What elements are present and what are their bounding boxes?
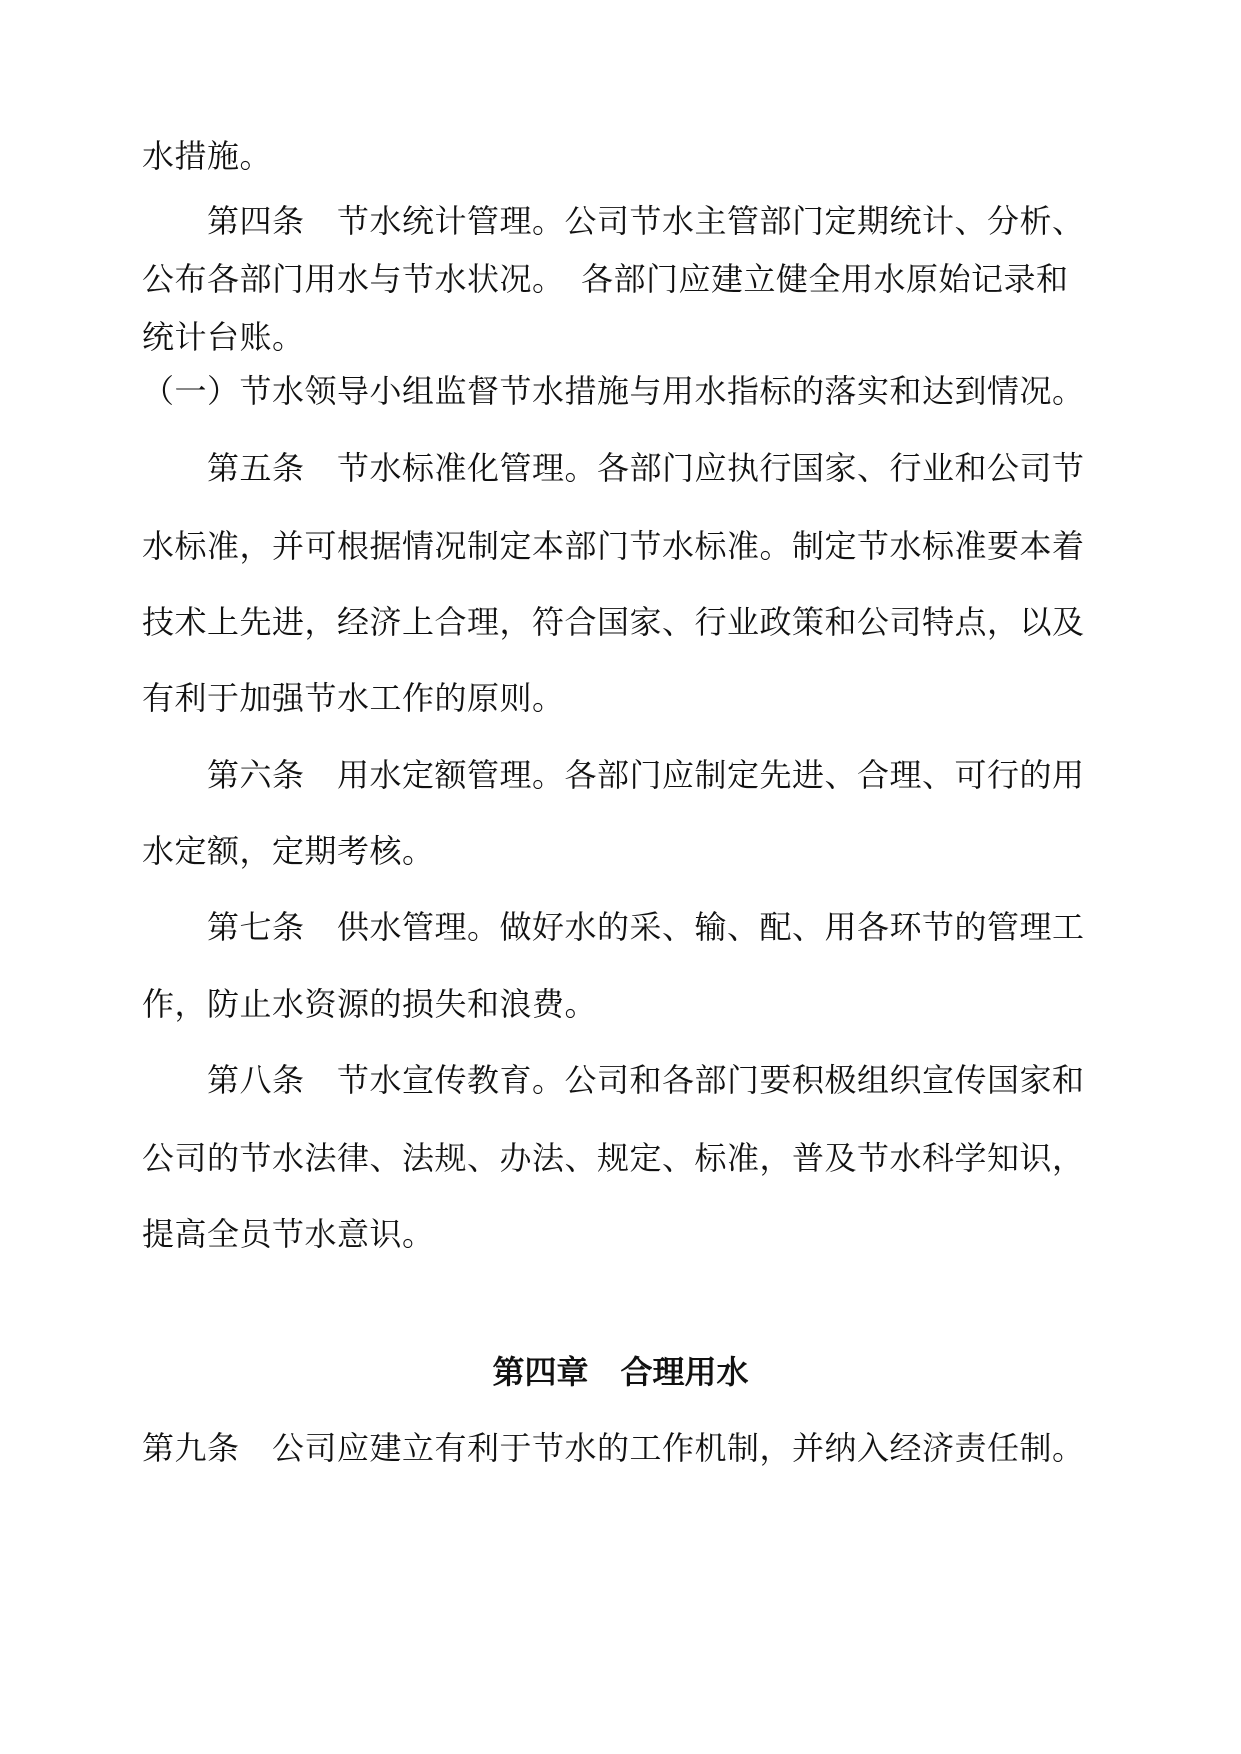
text-line: 第四条 节水统计管理。公司节水主管部门定期统计、分析、 <box>142 202 1085 240</box>
text-line: 统计台账。 <box>142 318 305 356</box>
text-line: 第七条 供水管理。做好水的采、输、配、用各环节的管理工 <box>142 908 1085 946</box>
text-line: 公布各部门用水与节水状况。 各部门应建立健全用水原始记录和 <box>142 260 1069 298</box>
text-line: 技术上先进，经济上合理，符合国家、行业政策和公司特点，以及 <box>142 603 1085 641</box>
text-line: 有利于加强节水工作的原则。 <box>142 679 565 717</box>
text-line: （一）节水领导小组监督节水措施与用水指标的落实和达到情况。 <box>142 372 1085 410</box>
chapter-heading: 第四章 合理用水 <box>492 1353 749 1391</box>
text-line: 第六条 用水定额管理。各部门应制定先进、合理、可行的用 <box>142 756 1085 794</box>
text-line: 水标准，并可根据情况制定本部门节水标准。制定节水标准要本着 <box>142 527 1085 565</box>
text-line: 水措施。 <box>142 137 273 175</box>
text-line: 提高全员节水意识。 <box>142 1215 435 1253</box>
text-line: 水定额，定期考核。 <box>142 832 435 870</box>
text-line: 第八条 节水宣传教育。公司和各部门要积极组织宣传国家和 <box>142 1061 1085 1099</box>
text-line: 作，防止水资源的损失和浪费。 <box>142 985 598 1023</box>
text-line: 公司的节水法律、法规、办法、规定、标准，普及节水科学知识， <box>142 1139 1085 1177</box>
text-line: 第九条 公司应建立有利于节水的工作机制，并纳入经济责任制。 <box>142 1429 1085 1467</box>
text-line: 第五条 节水标准化管理。各部门应执行国家、行业和公司节 <box>142 449 1085 487</box>
